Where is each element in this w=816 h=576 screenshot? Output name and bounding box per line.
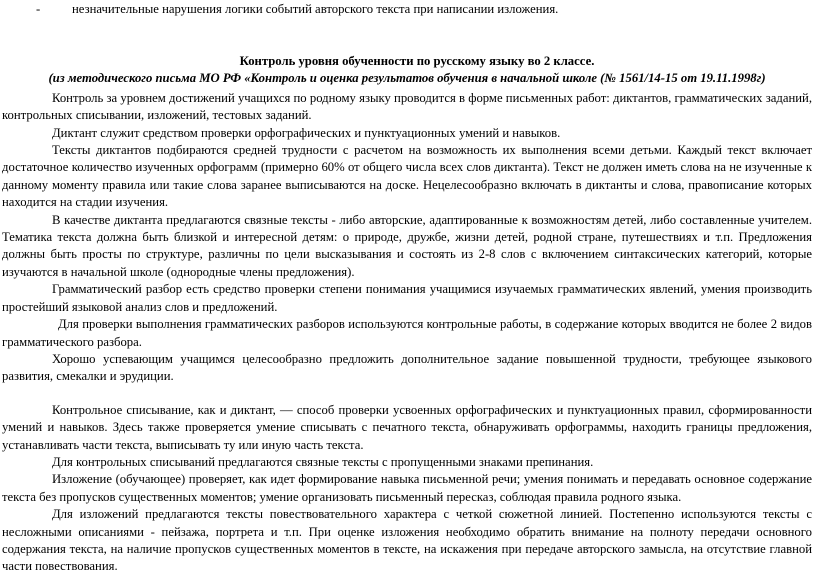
bullet-marker: - (36, 2, 41, 16)
paragraph: Грамматический разбор есть средство проверки степени понимания учащимися изучаемых грамматических явлений, умения производить простейший языковой анализ слов и предложений. (2, 282, 812, 314)
paragraph: Изложение (обучающее) проверяет, как идет формирование навыка письменной речи; умения понимать и передавать основное содержание текста без пропусков существенных моментов; умение организовать письменный пересказ, соблюдая правила родного языка. (2, 472, 812, 504)
paragraph: Контроль за уровнем достижений учащихся по родному языку проводится в форме письменных работ: диктантов, грамматических заданий, контрольных списывании, изложений, тестовых заданий. (2, 90, 812, 123)
paragraph: Для проверки выполнения грамматических разборов используются контрольные работы, в содержание которых вводится не более 2 видов грамматического разбора. (2, 317, 812, 349)
paragraph: Для контрольных списываний предлагаются связные тексты с пропущенными знаками препинания. (52, 454, 594, 469)
paragraph: Тексты диктантов подбираются средней трудности с расчетом на возможность их выполнения всеми детьми. Каждый текст включает достаточное количество изученных орфограмм (примерно 60% от общего числа всех слов диктанта). Текст не должен иметь слова на не изученные к данному моменту правила или такие слова заранее выписываются на доске. Нецелесообразно включать в диктанты и слова, правописание которых находится на стадии изучения. (2, 143, 812, 210)
paragraph: В качестве диктанта предлагаются связные тексты - либо авторские, адаптированные к возможностям детей, либо составленные учителем. Тематика текста должна быть близкой и интересной детям: о природе, дружбе, жизни детей, родной стране, путешествиях и т.п. Предложения должны быть просты по структуре, различны по цели высказывания и состоять из 2-8 слов с включением синтаксических категорий, которые изучаются в начальной школе (однородные члены предложения). (2, 212, 812, 279)
paragraph: Контрольное списывание, как и диктант, — способ проверки усвоенных орфографических и пунктуационных правил, сформированности умений и навыков. Здесь также проверяется умение списывать с печатного текста, обнаруживать орфограммы, находить границы предложения, устанавливать части текста, выписывать ту или иную часть текста. (2, 402, 812, 452)
paragraph: Хорошо успевающим учащимся целесообразно предложить дополнительное задание повышенной трудности, требующее языкового развития, смекалки и эрудиции. (2, 351, 812, 384)
section-title: Контроль уровня обученности по русскому языку во 2 классе. (239, 54, 595, 68)
document-body (2, 53, 812, 576)
paragraph: Для изложений предлагаются тексты повествовательного характера с четкой сюжетной линией. Постепенно используются тексты с несложными описаниями - пейзажа, портрета и т.п. При оценке изложения необходимо обратить внимание на полноту передачи основного содержания текста, на наличие пропусков существенных моментов в тексте, на искажения при передаче авторского замысла, на отсутствие главной части повествования. (2, 507, 812, 574)
paragraph-gap (2, 386, 812, 402)
bullet-item (36, 1, 558, 18)
paragraph: Диктант служит средством проверки орфографических и пунктуационных умений и навыков. (52, 125, 561, 140)
bullet-text: незначительные нарушения логики событий авторского текста при написании изложения. (72, 2, 559, 16)
section-subtitle: (из методического письма МО РФ «Контроль и оценка результатов обучения в начальной школе (№ 1561/14-15 от 19.11.1998г) (48, 71, 766, 86)
